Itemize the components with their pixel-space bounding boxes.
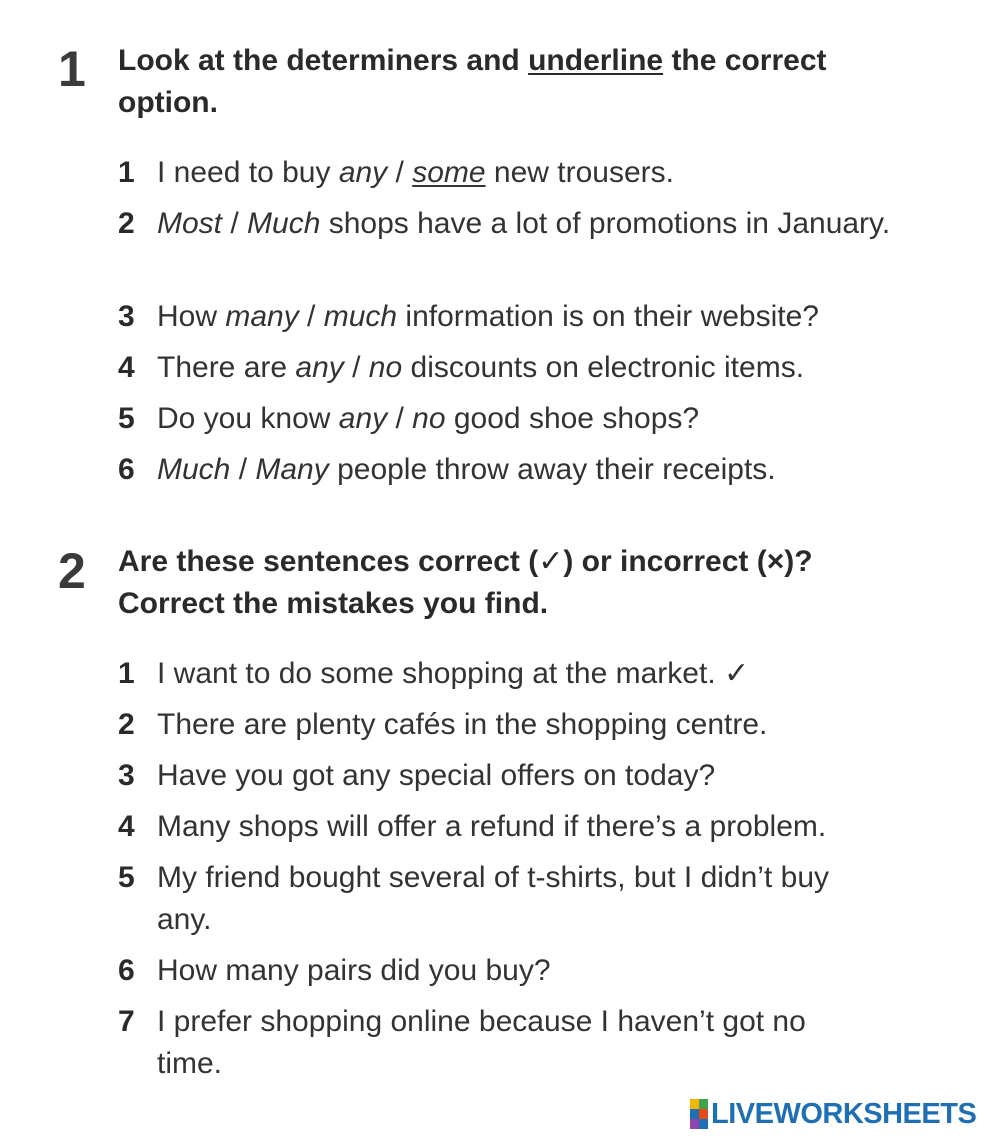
option-b-selected[interactable]: some xyxy=(412,156,486,189)
option-separator: / xyxy=(230,453,256,486)
question-item xyxy=(118,449,918,491)
item-suffix: good shoe shops? xyxy=(445,402,700,435)
item-suffix: information is on their website? xyxy=(397,300,819,333)
item-number: 4 xyxy=(118,351,135,384)
instruction-text-end: the correct option. xyxy=(118,44,827,119)
exercise-instruction xyxy=(118,541,898,625)
item-number: 2 xyxy=(118,708,135,741)
item-suffix: shops have a lot of promotions in January. xyxy=(320,207,891,240)
item-text xyxy=(157,203,918,245)
option-b[interactable]: much xyxy=(323,300,398,333)
item-number: 6 xyxy=(118,453,135,486)
item-number: 5 xyxy=(118,402,135,435)
item-prefix: How xyxy=(157,300,226,333)
item-text[interactable]: There are plenty cafés in the shopping centre. xyxy=(157,708,768,741)
question-item xyxy=(118,398,918,440)
exercise-instruction xyxy=(118,40,898,124)
instruction-line-1: Are these sentences correct (✓) or incorrect (×)? xyxy=(118,545,813,578)
option-b[interactable]: Many xyxy=(255,453,329,486)
item-prefix: There are xyxy=(157,351,296,384)
option-b[interactable]: Much xyxy=(247,207,321,240)
liveworksheets-logo xyxy=(690,1094,976,1134)
liveworksheets-logo-icon xyxy=(690,1099,708,1129)
question-item xyxy=(118,755,918,797)
option-a[interactable]: any xyxy=(338,402,388,435)
option-separator: / xyxy=(387,402,413,435)
question-item xyxy=(118,653,918,695)
question-item xyxy=(118,296,918,338)
item-text xyxy=(157,296,918,338)
instruction-line-2: Correct the mistakes you find. xyxy=(118,587,549,620)
item-text[interactable]: Have you got any special offers on today? xyxy=(157,759,716,792)
item-number: 1 xyxy=(118,156,135,189)
instruction-text: Look at the determiners and xyxy=(118,44,529,77)
item-prefix: I need to buy xyxy=(157,156,339,189)
item-text xyxy=(157,449,918,491)
item-text[interactable]: How many pairs did you buy? xyxy=(157,954,551,987)
option-separator: / xyxy=(387,156,413,189)
item-number: 3 xyxy=(118,300,135,333)
exercise-number: 2 xyxy=(58,543,86,599)
item-suffix: discounts on electronic items. xyxy=(402,351,805,384)
question-item xyxy=(118,1001,918,1085)
question-item xyxy=(118,806,918,848)
item-text xyxy=(157,398,918,440)
exercise-number: 1 xyxy=(58,41,86,97)
item-text[interactable]: My friend bought several of t-shirts, but I didn’t buy any. xyxy=(157,861,829,936)
option-a[interactable]: Most xyxy=(157,207,223,240)
item-number: 4 xyxy=(118,810,135,843)
item-suffix: people throw away their receipts. xyxy=(328,453,776,486)
question-item xyxy=(118,152,918,194)
item-text xyxy=(157,347,918,389)
item-number: 2 xyxy=(118,207,135,240)
option-a[interactable]: any xyxy=(295,351,344,384)
item-suffix: new trousers. xyxy=(485,156,674,189)
item-number: 1 xyxy=(118,657,135,690)
option-a[interactable]: many xyxy=(225,300,299,333)
item-number: 7 xyxy=(118,1005,135,1038)
option-b[interactable]: no xyxy=(368,351,403,384)
question-item xyxy=(118,704,918,746)
option-separator: / xyxy=(222,207,248,240)
item-number: 3 xyxy=(118,759,135,792)
item-number: 5 xyxy=(118,861,135,894)
item-text xyxy=(157,152,918,194)
item-prefix: Do you know xyxy=(157,402,339,435)
question-item xyxy=(118,950,918,992)
option-separator: / xyxy=(298,300,324,333)
instruction-underlined-word: underline xyxy=(528,44,664,77)
item-text[interactable]: I want to do some shopping at the market. ✓ xyxy=(157,657,750,690)
question-item xyxy=(118,203,918,245)
option-b[interactable]: no xyxy=(412,402,446,435)
question-item xyxy=(118,347,918,389)
option-a[interactable]: any xyxy=(338,156,388,189)
option-a[interactable]: Much xyxy=(157,453,231,486)
item-text[interactable]: Many shops will offer a refund if there’s a problem. xyxy=(157,810,827,843)
item-text[interactable]: I prefer shopping online because I haven’t got no time. xyxy=(157,1005,806,1080)
question-item xyxy=(118,857,918,941)
option-separator: / xyxy=(343,351,369,384)
logo-text: LIVEWORKSHEETS xyxy=(711,1097,977,1130)
item-number: 6 xyxy=(118,954,135,987)
